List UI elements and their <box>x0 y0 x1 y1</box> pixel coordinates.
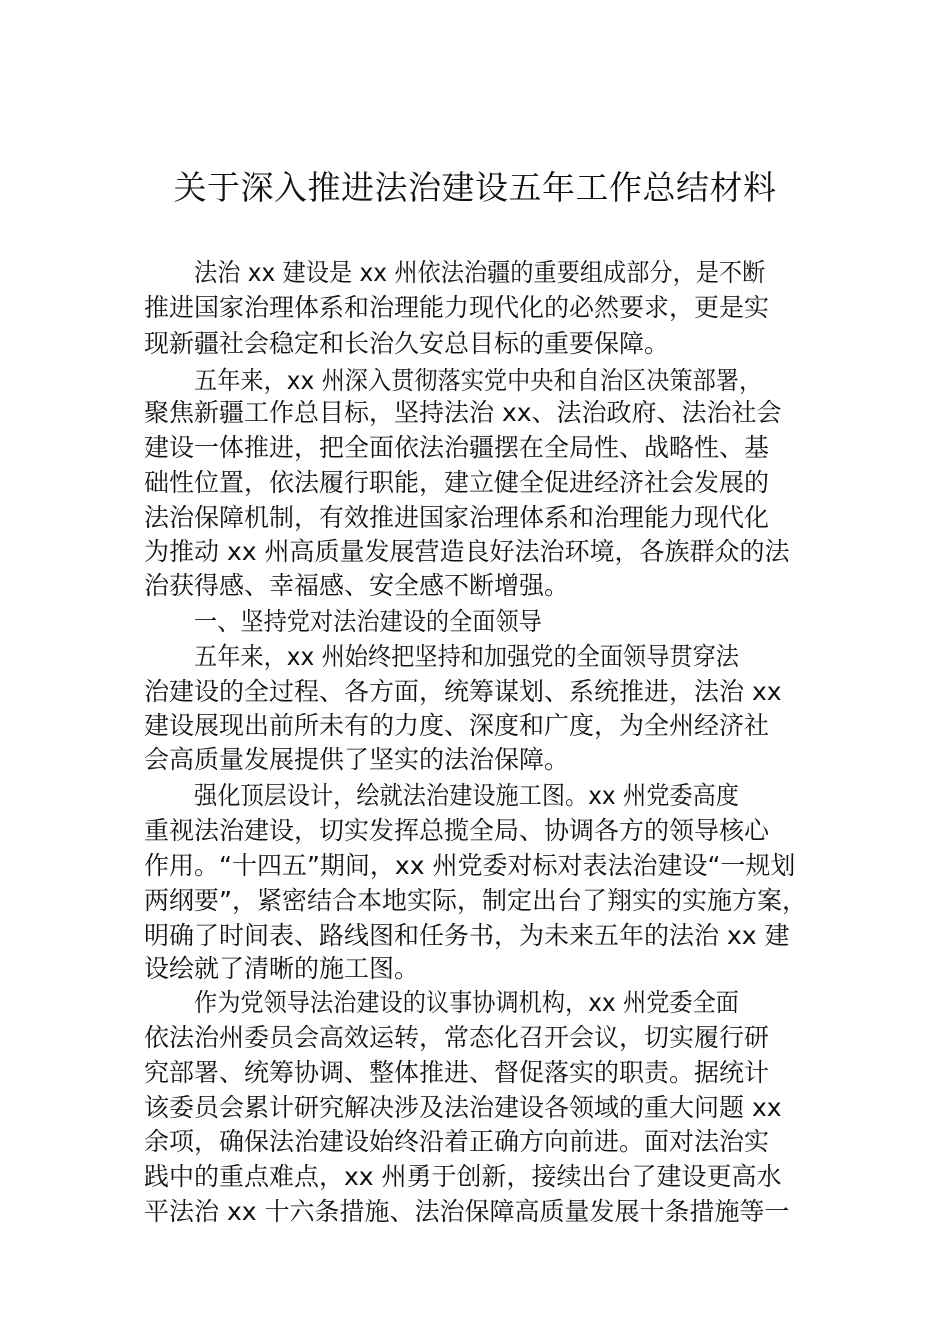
paragraph-line: 推进国家治理体系和治理能力现代化的必然要求，更是实 <box>144 293 770 322</box>
paragraph-line: 余项，确保法治建设始终沿着正确方向前进。面对法治实 <box>144 1127 770 1156</box>
paragraph-first-line: 一、坚持党对法治建设的全面领导 <box>194 607 542 636</box>
paragraph-line: 设绘就了清晰的施工图。 <box>144 954 420 983</box>
paragraph-line: 会高质量发展提供了坚实的法治保障。 <box>144 745 570 774</box>
paragraph-line: 明确了时间表、路线图和任务书，为未来五年的法治 xx 建 <box>144 921 790 950</box>
paragraph-line: 治获得感、幸福感、安全感不断增强。 <box>144 571 570 600</box>
paragraph-line: 现新疆社会稳定和长治久安总目标的重要保障。 <box>144 329 670 358</box>
paragraph-line: 平法治 xx 十六条措施、法治保障高质量发展十条措施等一 <box>144 1197 790 1226</box>
paragraph-line: 建设展现出前所未有的力度、深度和广度，为全州经济社 <box>144 711 770 740</box>
paragraph-line: 两纲要”，紧密结合本地实际，制定出台了翔实的实施方案， <box>144 886 807 915</box>
paragraph-first-line: 五年来，xx 州深入贯彻落实党中央和自治区决策部署， <box>194 366 763 395</box>
paragraph-line: 依法治州委员会高效运转，常态化召开会议，切实履行研 <box>144 1023 770 1052</box>
paragraph-first-line: 法治 xx 建设是 xx 州依法治疆的重要组成部分，是不断 <box>194 258 766 287</box>
paragraph-line: 究部署、统筹协调、整体推进、督促落实的职责。据统计 <box>144 1058 770 1087</box>
paragraph-line: 重视法治建设，切实发挥总揽全局、协调各方的领导核心 <box>144 816 770 845</box>
paragraph-line: 聚焦新疆工作总目标，坚持法治 xx、法治政府、法治社会 <box>144 398 782 427</box>
paragraph-line: 建设一体推进，把全面依法治疆摆在全局性、战略性、基 <box>144 433 770 462</box>
paragraph-first-line: 五年来，xx 州始终把坚持和加强党的全面领导贯穿法 <box>194 642 739 671</box>
paragraph-line: 为推动 xx 州高质量发展营造良好法治环境，各族群众的法 <box>144 537 790 566</box>
document-title: 关于深入推进法治建设五年工作总结材料 <box>173 168 777 207</box>
paragraph-line: 础性位置，依法履行职能，建立健全促进经济社会发展的 <box>144 468 770 497</box>
paragraph-first-line: 强化顶层设计，绘就法治建设施工图。xx 州党委高度 <box>194 781 739 810</box>
paragraph-first-line: 作为党领导法治建设的议事协调机构，xx 州党委全面 <box>194 988 739 1017</box>
paragraph-line: 该委员会累计研究解决涉及法治建设各领域的重大问题 xx <box>144 1093 782 1122</box>
paragraph-line: 法治保障机制，有效推进国家治理体系和治理能力现代化 <box>144 503 770 532</box>
paragraph-line: 践中的重点难点，xx 州勇于创新，接续出台了建设更高水 <box>144 1162 782 1191</box>
paragraph-line: 作用。“十四五”期间，xx 州党委对标对表法治建设“一规划 <box>144 851 796 880</box>
paragraph-line: 治建设的全过程、各方面，统筹谋划、系统推进，法治 xx <box>144 677 782 706</box>
